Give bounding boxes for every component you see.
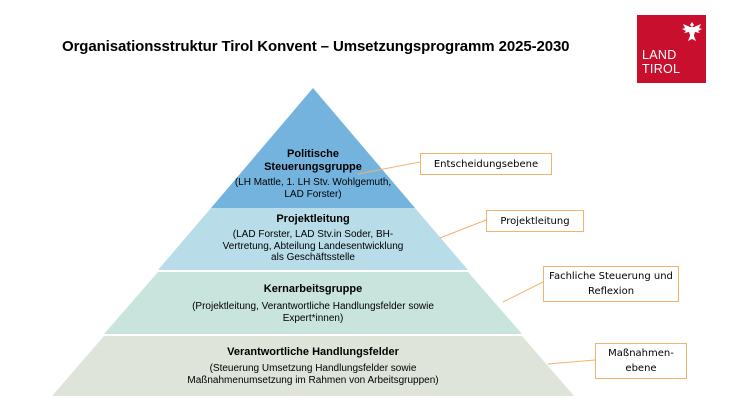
callout-projektleitung: [486, 210, 584, 232]
level-1-sub-line-1: (LH Mattle, 1. LH Stv. Wohlgemuth,: [234, 177, 392, 188]
level-3-heading: Kernarbeitsgruppe: [263, 283, 363, 295]
level-1-heading-line-1: Politische: [287, 148, 339, 160]
logo-line-2: TIROL: [642, 62, 681, 76]
level-2-sub-line-3: als Geschäftsstelle: [271, 252, 355, 263]
callout-massnahmenebene: [595, 343, 687, 379]
page-title: Organisationsstruktur Tirol Konvent – Umsetzungsprogramm 2025-2030: [62, 38, 570, 55]
level-1-heading-line-2: Steuerungsgruppe: [264, 161, 362, 173]
connector-3: [503, 282, 543, 302]
level-1-sub-line-2: LAD Forster): [284, 188, 342, 200]
connector-4: [548, 360, 595, 364]
level-verantwortliche-handlungsfelder: [143, 346, 483, 386]
level-3-sub-line-2: Expert*innen): [282, 312, 344, 324]
level-2-sub-line-1: (LAD Forster, LAD Stv.in Soder, BH-: [232, 229, 394, 240]
callout-entscheidungsebene: [420, 153, 552, 175]
connector-2: [440, 220, 486, 238]
callout-2-text: Projektleitung: [500, 215, 570, 227]
logo-line-1: LAND: [642, 48, 677, 62]
level-projektleitung: [198, 213, 428, 264]
callout-1-text: Entscheidungsebene: [433, 158, 539, 170]
level-politische-steuerungsgruppe: [228, 148, 398, 200]
level-3-sub-line-1: (Projektleitung, Verantwortliche Handlungsfelder sowie: [192, 301, 434, 312]
callout-4-line-1: Maßnahmen-: [608, 348, 674, 359]
callout-fachliche-steuerung: [543, 266, 679, 302]
level-2-sub-line-2: Vertretung, Abteilung Landesentwicklung: [222, 240, 404, 252]
level-4-sub-line-2: Maßnahmenumsetzung im Rahmen von Arbeitsgruppen): [187, 374, 439, 386]
callout-3-line-1: Fachliche Steuerung und: [549, 271, 673, 282]
level-4-heading: Verantwortliche Handlungsfelder: [227, 346, 399, 358]
level-2-heading: Projektleitung: [276, 213, 350, 225]
level-kernarbeitsgruppe: [168, 283, 458, 324]
callout-3-line-2: Reflexion: [587, 286, 635, 297]
callout-4-line-2: ebene: [625, 363, 657, 374]
level-4-sub-line-1: (Steuerung Umsetzung Handlungsfelder sowie: [209, 363, 417, 374]
